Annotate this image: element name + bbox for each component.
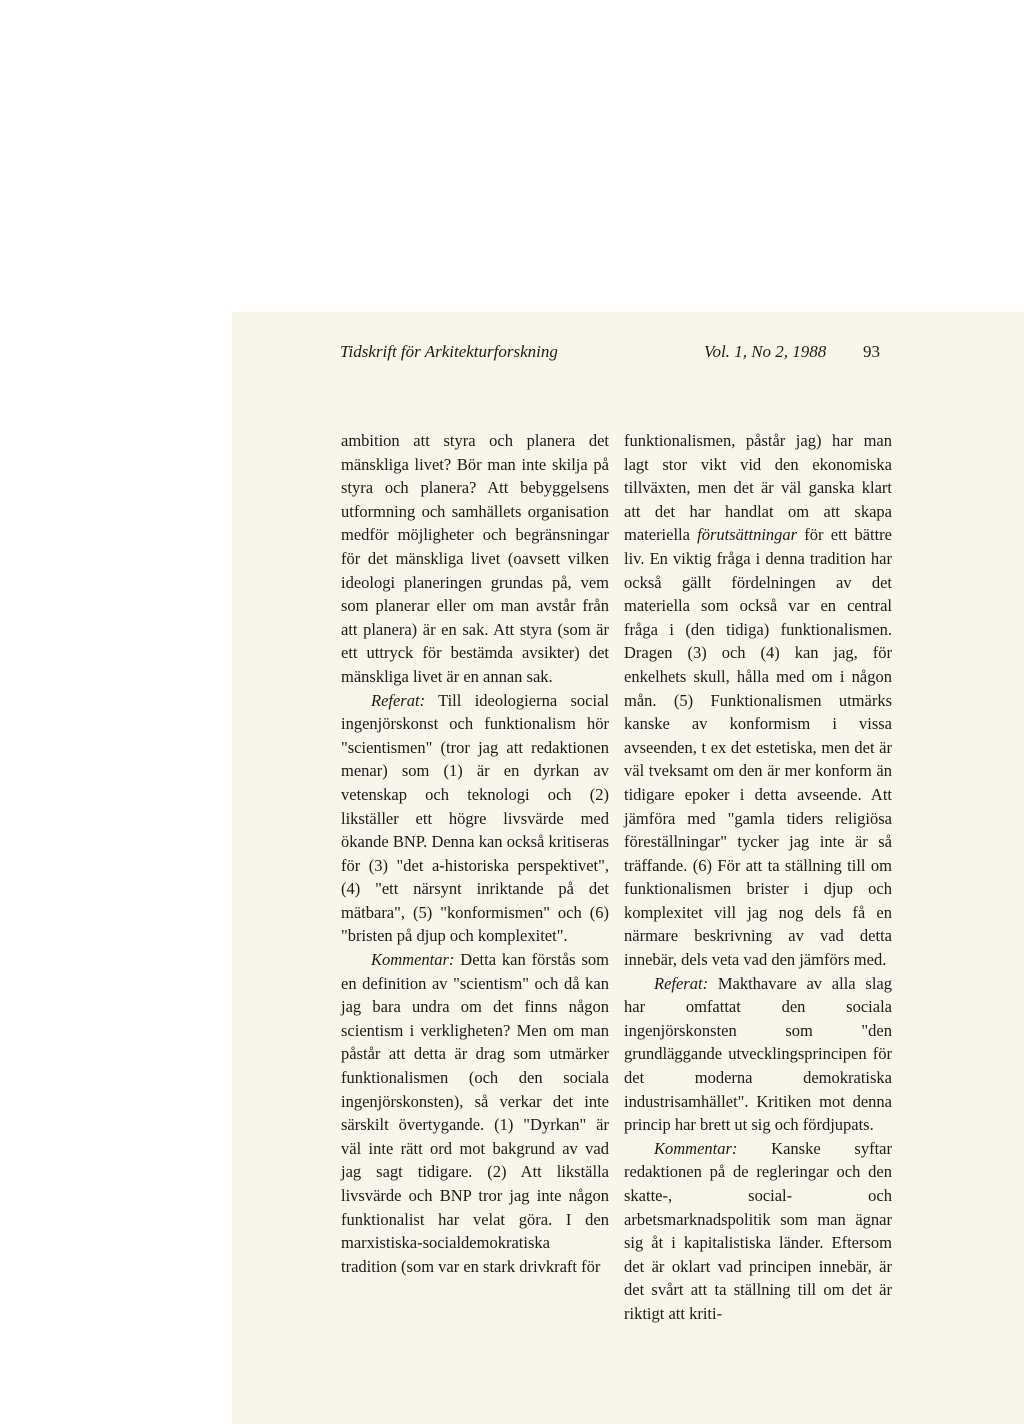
right-paragraph-2-text: Makthavare av alla slag har omfattat den sociala ingenjörskonsten som "den grundläggande utvecklingsprincipen för det moderna demokratiska industrisamhället". Kritiken mot denna princip har brett ut sig och fördjupats.: [624, 973, 892, 1135]
right-paragraph-1: [624, 429, 892, 972]
kommentar-label: Kommentar:: [371, 950, 455, 970]
right-paragraph-3: [624, 1137, 892, 1326]
referat-label: Referat:: [654, 973, 709, 993]
page-number: 93: [863, 342, 880, 361]
right-column: [624, 429, 892, 1326]
right-paragraph-2: [624, 972, 892, 1137]
right-paragraph-1-text-b: för ett bättre liv. En viktig fråga i denna tradition har också gällt fördelningen av det materiella som också var en central fråga i (den tidiga) funktionalismen. Dragen (3) och (4) kan jag, för enkelhets skull, hålla med om i någon mån. (5) Funktionalismen utmärks kanske av konformism i vissa avseenden, t ex det estetiska, men det är väl tveksamt om den är mer konform än tidigare epoker i detta avseende. Att jämföra med "gamla tiders religiösa föreställningar" tycker jag inte är så träffande. (6) För att ta ställning till om funktionalismen brister i djup och komplexitet vill jag nog dels få en närmare beskrivning av vad detta innebär, dels veta vad den jämförs med.: [624, 525, 892, 970]
left-paragraph-1-text: ambition att styra och planera det mänskliga livet? Bör man inte skilja på styra och planera? Att bebyggelsens utformning och samhällets organisation medför möjligheter och begränsningar för det mänskliga livet (oavsett vilken ideologi planeringen grundas på, vem som planerar eller om man avstår från att planera) är en sak. Att styra (som är ett uttryck för bestämda avsikter) det mänskliga livet är en annan sak.: [341, 431, 609, 686]
journal-title: Tidskrift för Arkitekturforskning: [340, 342, 558, 361]
left-column: [341, 429, 609, 1278]
right-paragraph-1-text-a: funktionalismen, påstår jag) har man lagt stor vikt vid den ekonomiska tillväxten, men det är väl ganska klart att det har handlat om att skapa materiella: [624, 431, 892, 545]
running-header: [340, 342, 880, 366]
kommentar-label: Kommentar:: [654, 1138, 738, 1158]
left-paragraph-3-text: Detta kan förstås som en definition av "scientism" och då kan jag bara undra om det finns någon scientism i verkligheten? Men om man påstår att detta är drag som utmärker funktionalismen (och den sociala ingenjörskonsten), så verkar det inte särskilt övertygande. (1) "Dyrkan" är väl inte rätt ord mot bakgrund av vad jag sagt tidigare. (2) Att likställa livsvärde och BNP tror jag inte någon funktionalist har velat göra. I den marxistiska-socialdemokratiska tradition (som var en stark drivkraft för: [341, 950, 609, 1276]
referat-label: Referat:: [371, 690, 426, 710]
left-paragraph-2-text: Till ideologierna social ingenjörskonst och funktionalism hör "scientismen" (tror jag att redaktionen menar) som (1) är en dyrkan av vetenskap och teknologi och (2) likställer ett högre livsvärde med ökande BNP. Denna kan också kritiseras för (3) "det a-historiska perspektivet", (4) "ett närsynt inriktande på det mätbara", (5) "konformismen" och (6) "bristen på djup och komplexitet".: [341, 690, 609, 946]
left-paragraph-3: [341, 948, 609, 1278]
left-paragraph-2: [341, 689, 609, 949]
volume-info: Vol. 1, No 2, 1988: [704, 342, 827, 361]
emphasis-forutsattningar: förutsättningar: [697, 525, 798, 545]
left-paragraph-1: [341, 429, 609, 689]
right-paragraph-3-text: Kanske syftar redaktionen på de regleringar och den skatte-, social- och arbetsmarknadspolitik som man ägnar sig åt i kapitalistiska länder. Eftersom det är oklart vad principen innebär, är det svårt att ta ställning till om det är riktigt att kriti-: [624, 1138, 892, 1323]
